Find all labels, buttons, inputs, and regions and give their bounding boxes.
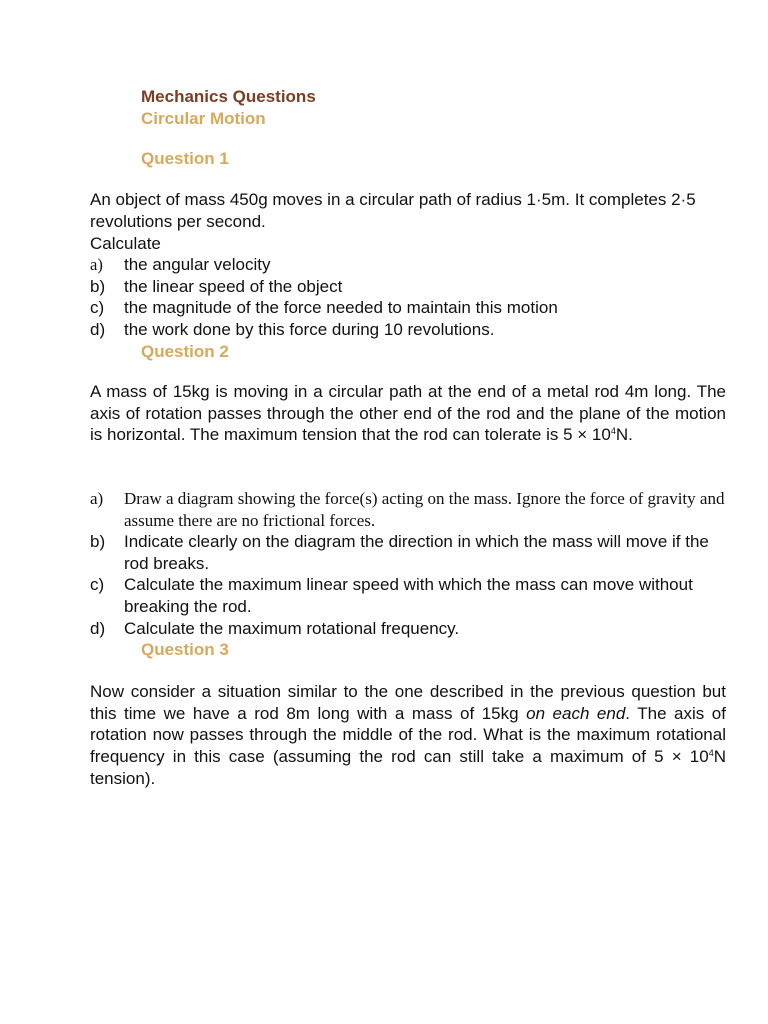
question-2-heading: Question 2	[141, 342, 229, 361]
list-marker: c)	[90, 298, 105, 318]
list-marker: a)	[90, 489, 104, 508]
list-marker: d)	[90, 618, 106, 638]
list-item	[90, 254, 730, 276]
exponent: 4	[610, 426, 616, 437]
list-item-text: the magnitude of the force needed to maintain this motion	[124, 298, 558, 318]
list-item	[90, 574, 730, 617]
question-2-parts	[90, 488, 730, 640]
list-item-text: Calculate the maximum linear speed with which the mass can move without breaking the rod.	[124, 575, 693, 617]
list-marker: c)	[90, 575, 105, 595]
list-item	[90, 531, 730, 574]
question-3-text	[90, 681, 726, 790]
question-1-calculate-label: Calculate	[90, 234, 161, 253]
list-item-text: Calculate the maximum rotational frequency.	[124, 618, 460, 638]
question-2-intro	[90, 381, 726, 446]
list-item-text: Indicate clearly on the diagram the direction in which the mass will move if the rod breaks.	[124, 532, 709, 573]
list-item	[90, 319, 730, 341]
question-3-text-c: N tension).	[90, 747, 726, 788]
question-3-emphasis: on each end	[526, 703, 626, 723]
list-item	[90, 297, 730, 319]
question-3-text-b: . The axis of rotation now passes through the middle of the rod. What is the maximum rotational frequency in this case (assuming the rod can still take a maximum of 5 × 10	[90, 703, 726, 767]
question-3-text-a: Now consider a situation similar to the one described in the previous question but this time we have a rod 8m long with a mass of 15kg	[90, 682, 726, 723]
document-subtitle: Circular Motion	[141, 109, 266, 128]
exponent: 4	[708, 748, 714, 759]
document-title: Mechanics Questions	[141, 87, 316, 106]
list-marker: b)	[90, 532, 106, 551]
question-2-intro-text: A mass of 15kg is moving in a circular path at the end of a metal rod 4m long. The axis of rotation passes through the other end of the rod and the plane of the motion is horizontal. The maximum tension that the rod can tolerate is 5 × 10	[90, 382, 726, 445]
list-item-text: the work done by this force during 10 revolutions.	[124, 320, 495, 340]
question-2-intro-unit: N.	[615, 425, 633, 445]
list-item	[90, 488, 730, 531]
list-item	[90, 618, 730, 640]
list-item-text: the angular velocity	[124, 255, 271, 274]
question-1-heading: Question 1	[141, 149, 229, 168]
list-item-text: the linear speed of the object	[124, 276, 343, 296]
question-1-parts	[90, 254, 730, 341]
list-item-text: Draw a diagram showing the force(s) acting on the mass. Ignore the force of gravity and assume there are no frictional forces.	[124, 489, 725, 530]
list-item	[90, 276, 730, 298]
list-marker: a)	[90, 255, 103, 274]
question-1-intro: An object of mass 450g moves in a circular path of radius 1·5m. It completes 2·5 revolutions per second.	[90, 190, 696, 231]
list-marker: b)	[90, 276, 106, 296]
question-3-heading: Question 3	[141, 640, 229, 659]
list-marker: d)	[90, 320, 106, 340]
